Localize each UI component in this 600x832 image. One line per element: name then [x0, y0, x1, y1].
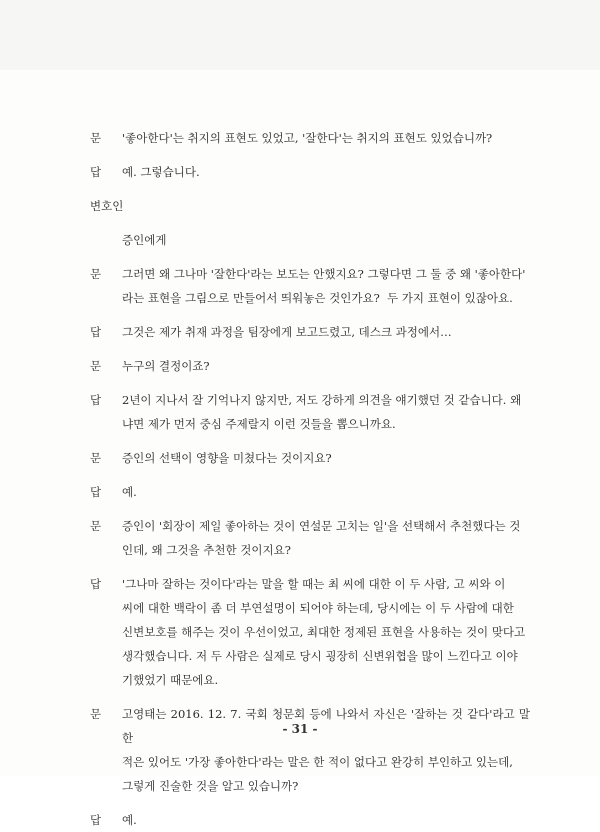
speaker-label: [90, 228, 122, 252]
text-line: 신변보호를 해주는 것이 우선이었고, 최대한 정제된 표현을 사용하는 것이 맞다고: [122, 625, 526, 639]
speaker-label: 변호인: [90, 199, 124, 213]
entry-text: [122, 228, 530, 252]
text-line: 누구의 결정이죠?: [122, 359, 210, 373]
scan-bleed-top: [0, 0, 600, 70]
speaker-label: 문: [90, 451, 102, 465]
text-line: 예. 그렇습니다.: [122, 165, 200, 179]
speaker-label: 문: [90, 267, 102, 281]
text-line: 인데, 왜 그것을 추천한 것이지요?: [122, 543, 291, 557]
transcript-entry: [90, 194, 530, 218]
speaker-label: 문: [90, 131, 102, 145]
speaker-label: 답: [90, 813, 102, 827]
text-line: '좋아한다'는 취지의 표현도 있었고, '잘한다'는 취지의 표현도 있었습니까?: [122, 131, 493, 145]
text-line: 예.: [122, 485, 137, 499]
transcript-entry: [90, 480, 530, 504]
speaker-label: 문: [90, 519, 102, 533]
entry-text: [122, 388, 530, 436]
transcript-entry: [90, 160, 530, 184]
text-line: '그나마 잘하는 것이다'라는 말을 할 때는 최 씨에 대한 이 두 사람, 고 씨와 이: [122, 577, 506, 591]
text-line: 증인이 '회장이 제일 좋아하는 것이 연설문 고치는 일'을 선택해서 추천했다는 것: [122, 519, 521, 533]
speaker-label: 답: [90, 577, 102, 591]
text-line: 2년이 지나서 잘 기억나지 않지만, 저도 강하게 의견을 얘기했던 것 같습니다. 왜: [122, 393, 522, 407]
entry-text: [122, 354, 530, 378]
text-line: 기했었기 때문에요.: [122, 673, 219, 687]
transcript-entry: [90, 126, 530, 150]
text-line: 생각했습니다. 저 두 사람은 실제로 당시 굉장히 신변위협을 많이 느낀다고 이야: [122, 649, 518, 663]
transcript-entry: [90, 320, 530, 344]
transcript-entry: [90, 514, 530, 562]
text-line: 냐면 제가 먼저 중심 주제랄지 이런 것들을 뽑으니까요.: [122, 417, 396, 431]
entry-text: [122, 446, 530, 470]
entry-text: [122, 514, 530, 562]
transcript-entry: [90, 388, 530, 436]
speaker-label: 답: [90, 393, 102, 407]
transcript-entry: [90, 808, 530, 832]
text-line: 씨에 대한 백락이 좀 더 부연설명이 되어야 하는데, 당시에는 이 두 사람에 대한: [122, 601, 514, 615]
text-line: 그러면 왜 그나마 '잘한다'라는 보도는 안했지요? 그렇다면 그 둘 중 왜 '좋아한다': [122, 267, 526, 281]
text-line: 그렇게 진술한 것을 알고 있습니까?: [122, 779, 299, 793]
text-line: 예.: [122, 813, 137, 827]
speaker-label: 답: [90, 165, 102, 179]
speaker-label: 답: [90, 485, 102, 499]
speaker-label: 문: [90, 707, 102, 721]
entry-text: [122, 808, 530, 832]
text-line: 고영태는 2016. 12. 7. 국회 청문회 등에 나와서 자신은 '잘하는 것 같다'라고 말한: [122, 707, 530, 745]
transcript-entry: [90, 228, 530, 252]
transcript-entry: [90, 702, 530, 798]
transcript-entry: [90, 354, 530, 378]
text-line: 라는 표현을 그림으로 만들어서 띄워놓은 것인가요? 두 가지 표현이 있잖아요.: [122, 291, 513, 305]
transcript-entry: [90, 446, 530, 470]
page-number: - 31 -: [282, 722, 318, 736]
text-line: 그것은 제가 취재 과정을 팀장에게 보고드렸고, 데스크 과정에서…: [122, 325, 452, 339]
entry-text: [122, 160, 530, 184]
text-line: 적은 있어도 '가장 좋아한다'라는 말은 한 적이 없다고 완강히 부인하고 있는데,: [122, 755, 513, 769]
entry-text: [122, 262, 530, 310]
entry-text: [122, 320, 530, 344]
entry-text: [122, 702, 530, 798]
speaker-label: 답: [90, 325, 102, 339]
speaker-label: 문: [90, 359, 102, 373]
transcript-entry: [90, 262, 530, 310]
text-line: 증인에게: [122, 233, 167, 247]
text-line: 증인의 선택이 영향을 미쳤다는 것이지요?: [122, 451, 332, 465]
entry-text: [122, 126, 530, 150]
transcript-entry: [90, 572, 530, 692]
entry-text: [122, 572, 530, 692]
entry-text: [122, 480, 530, 504]
